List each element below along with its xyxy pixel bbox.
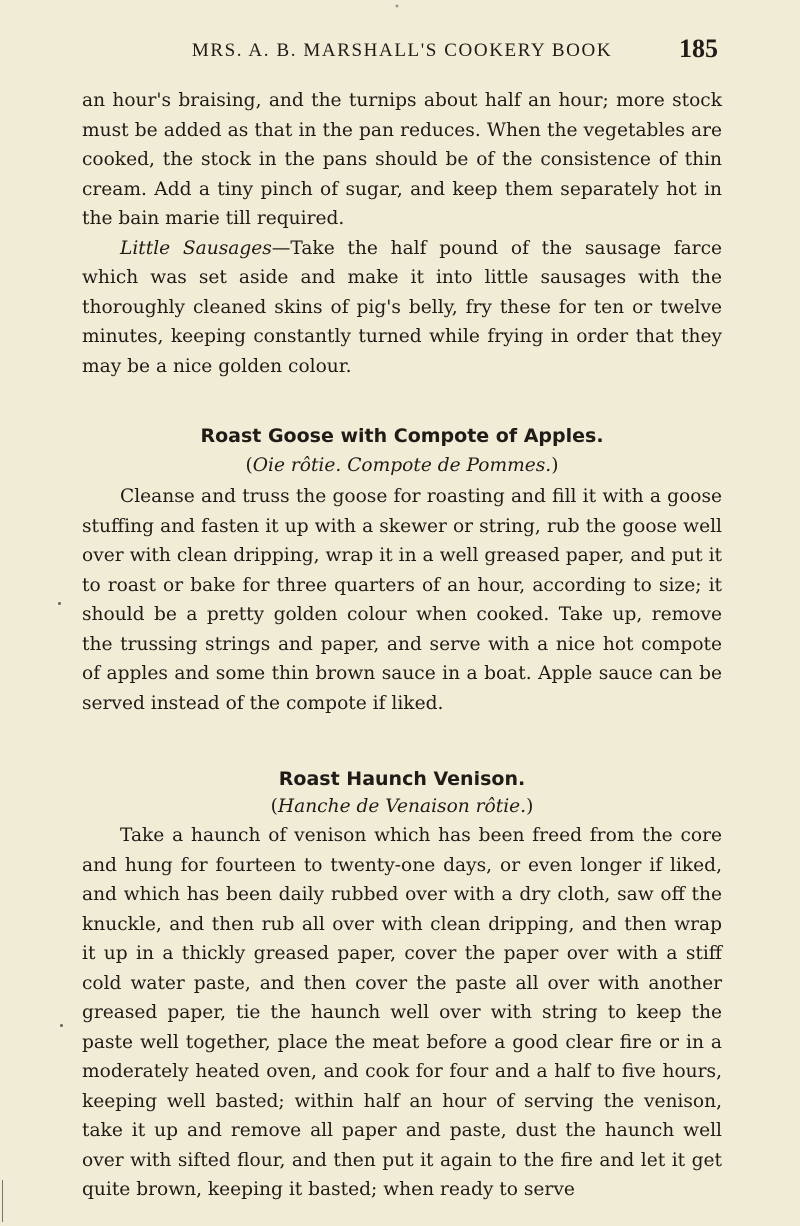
page-edge-line <box>2 1180 3 1222</box>
sausages-text: —Take the half pound of the sausage farce which was set aside and make it into little sausages with the thoroughly cleaned skins of pig's belly, fry these for ten or twelve minutes, keeping constantly turned while frying in order that they may be a nice golden colour. <box>82 237 722 377</box>
recipe-title: Roast Haunch Venison. <box>278 768 526 790</box>
print-speck <box>60 1024 63 1027</box>
recipe-roast-goose <box>82 425 722 718</box>
sausages-paragraph <box>82 234 722 382</box>
recipe-roast-haunch-venison <box>82 768 722 1205</box>
running-head <box>82 34 722 74</box>
running-title: MRS. A. B. MARSHALL'S COOKERY BOOK <box>191 40 613 61</box>
print-speck <box>58 602 61 605</box>
recipe-text: Cleanse and truss the goose for roasting and fill it with a goose stuffing and fasten it up with a skewer or string, rub the goose well over with clean dripping, wrap it in a well greased paper, and put it to roast or bake for three quarters of an hour, according to size; it should be a pretty golden colour when cooked. Take up, remove the trussing strings and paper, and serve with a nice hot compote of apples and some thin brown sauce in a boat. Apple sauce can be served instead of the compote if liked. <box>82 486 722 714</box>
page-number: 185 <box>679 34 718 63</box>
intro-paragraph: an hour's braising, and the turnips about half an hour; more stock must be added as that in the pan reduces. When the vegetables are cooked, the stock in the pans should be of the consistence of thin cream. Add a tiny pinch of sugar, and keep them separately hot in the bain marie till required. <box>82 90 722 229</box>
recipe-subtitle-text: Hanche de Venaison rôtie. <box>277 796 527 817</box>
recipe-subtitle-text: Oie rôtie. Compote de Pommes. <box>252 455 552 476</box>
intro-block <box>82 86 722 381</box>
recipe-title: Roast Goose with Compote of Apples. <box>200 425 604 447</box>
print-speck: • <box>394 2 400 13</box>
recipe-subtitle: (Oie rôtie. Compote de Pommes.) <box>245 455 559 476</box>
sausages-lead: Little Sausages <box>120 237 272 259</box>
recipe-text: Take a haunch of venison which has been freed from the core and hung for fourteen to twenty-one days, or even longer if liked, and which has been daily rubbed over with a dry cloth, saw off the knuckle, and then rub all over with clean dripping, and then wrap it up in a thickly greased paper, cover the paper over with a stiff cold water paste, and then cover the paste all over with another greased paper, tie the haunch well over with string to keep the paste well together, place the meat before a good clear fire or in a moderately heated oven, and cook for four and a half to five hours, keeping well basted; within half an hour of serving the venison, take it up and remove all paper and paste, dust the haunch well over with sifted flour, and then put it again to the fire and let it get quite brown, keeping it basted; when ready to serve <box>82 825 722 1200</box>
recipe-subtitle: (Hanche de Venaison rôtie.) <box>270 796 534 817</box>
